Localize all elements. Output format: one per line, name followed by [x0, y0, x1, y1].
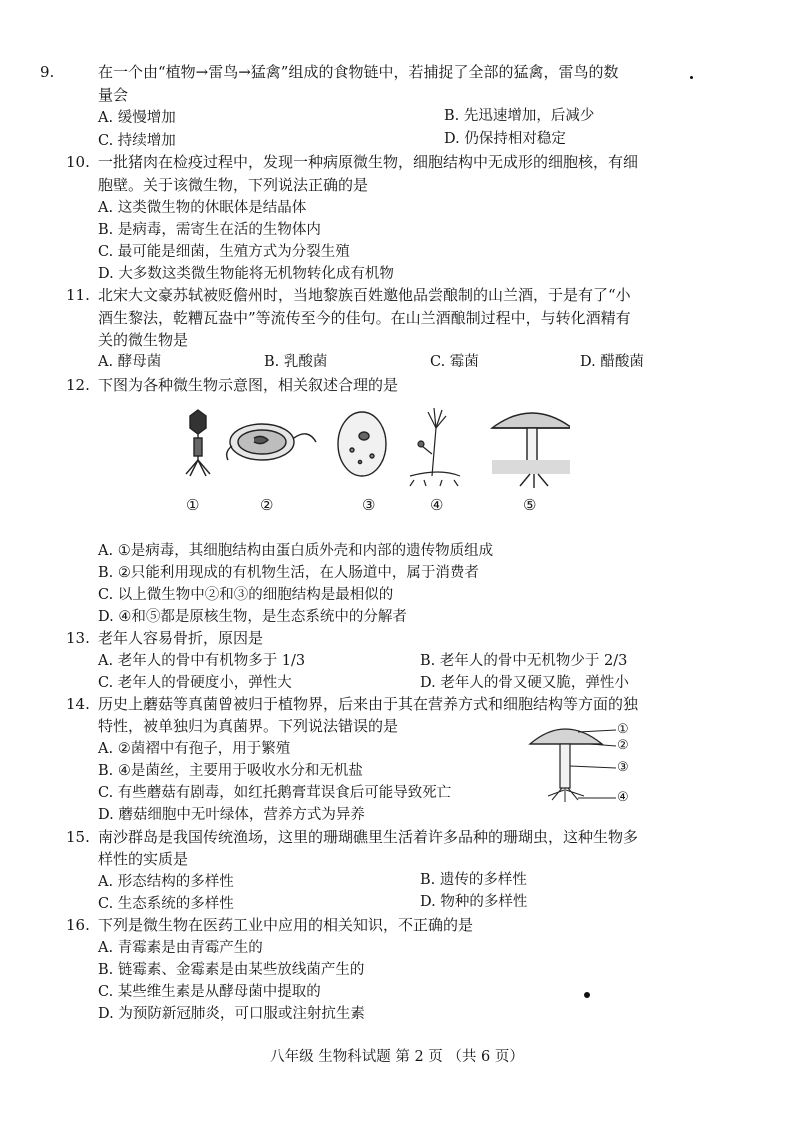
question-14-number: 14. — [66, 695, 90, 713]
scan-speck — [690, 76, 693, 79]
question-12-number: 12. — [66, 376, 90, 394]
question-9-stem-line-1: 在一个由“植物→雷鸟→猛禽”组成的食物链中，若捕捉了全部的猛禽，雷鸟的数 — [98, 63, 619, 81]
question-13-option-d: D. 老年人的骨又硬又脆，弹性小 — [420, 675, 629, 691]
question-12-option-d: D. ④和⑤都是原核生物，是生态系统中的分解者 — [98, 609, 407, 625]
question-16-option-b: B. 链霉素、金霉素是由某些放线菌产生的 — [98, 962, 365, 978]
question-14-option-a: A. ②菌褶中有孢子，用于繁殖 — [98, 741, 291, 757]
question-12-option-b: B. ②只能利用现成的有机物生活，在人肠道中，属于消费者 — [98, 565, 479, 581]
question-14-stem-line-2: 特性，被单独归为真菌界。下列说法错误的是 — [98, 717, 399, 735]
question-11-number: 11. — [66, 286, 90, 304]
question-12-stem-line-1: 下图为各种微生物示意图，相关叙述合理的是 — [98, 376, 399, 394]
figure-label-4: ④ — [430, 496, 444, 514]
question-14-option-d: D. 蘑菇细胞中无叶绿体，营养方式为异养 — [98, 807, 365, 823]
question-11-stem-line-1: 北宋大文豪苏轼被贬儋州时，当地黎族百姓邀他品尝酿制的山兰酒，于是有了“小 — [98, 286, 631, 304]
question-14-stem-line-1: 历史上蘑菇等真菌曾被归于植物界，后来由于其在营养方式和细胞结构等方面的独 — [98, 695, 639, 713]
mushroom-label-3: ③ — [617, 760, 629, 775]
bacterium-illustration — [227, 424, 316, 460]
question-10-option-a: A. 这类微生物的休眠体是结晶体 — [98, 200, 307, 216]
question-10-option-c: C. 最可能是细菌，生殖方式为分裂生殖 — [98, 244, 350, 260]
yeast-illustration — [338, 412, 386, 476]
question-11-option-d: D. 醋酸菌 — [580, 354, 644, 370]
figure-label-1: ① — [186, 496, 200, 514]
question-9-option-a: A. 缓慢增加 — [98, 110, 176, 126]
question-9-stem-line-2: 量会 — [98, 86, 129, 104]
virus-illustration — [186, 410, 210, 476]
question-15-option-a: A. 形态结构的多样性 — [98, 874, 234, 890]
question-12-option-c: C. 以上微生物中②和③的细胞结构是最相似的 — [98, 587, 394, 603]
question-10-number: 10. — [66, 153, 90, 171]
figure-label-2: ② — [260, 496, 274, 514]
question-15-stem-line-1: 南沙群岛是我国传统渔场，这里的珊瑚礁里生活着许多品种的珊瑚虫，这种生物多 — [98, 828, 639, 846]
question-13-number: 13. — [66, 629, 90, 647]
question-16-number: 16. — [66, 916, 90, 934]
question-9-option-b: B. 先迅速增加，后减少 — [444, 108, 595, 124]
question-9-option-c: C. 持续增加 — [98, 133, 176, 149]
question-16-stem-line-1: 下列是微生物在医药工业中应用的相关知识，不正确的是 — [98, 916, 474, 934]
mold-illustration — [410, 408, 460, 486]
question-14-option-b: B. ④是菌丝，主要用于吸收水分和无机盐 — [98, 763, 363, 779]
question-9-option-d: D. 仍保持相对稳定 — [444, 131, 566, 147]
question-15-stem-line-2: 样性的实质是 — [98, 850, 189, 868]
question-10-option-b: B. 是病毒，需寄生在活的生物体内 — [98, 222, 321, 238]
question-12-option-a: A. ①是病毒，其细胞结构由蛋白质外壳和内部的遗传物质组成 — [98, 543, 494, 559]
question-16-option-d: D. 为预防新冠肺炎，可口服或注射抗生素 — [98, 1006, 365, 1022]
question-15-option-d: D. 物种的多样性 — [420, 894, 528, 910]
mushroom-structure-figure — [520, 718, 630, 808]
question-15-number: 15. — [66, 828, 90, 846]
question-16-option-c: C. 某些维生素是从酵母菌中提取的 — [98, 984, 321, 1000]
question-13-option-a: A. 老年人的骨中有机物多于 1/3 — [98, 653, 306, 669]
question-13-option-b: B. 老年人的骨中无机物少于 2/3 — [420, 653, 628, 669]
mushroom-label-2: ② — [617, 738, 629, 753]
scan-speck — [584, 992, 590, 998]
question-10-option-d: D. 大多数这类微生物能将无机物转化成有机物 — [98, 266, 394, 282]
question-11-option-a: A. 酵母菌 — [98, 354, 162, 370]
question-11-option-c: C. 霉菌 — [430, 354, 479, 370]
question-13-stem-line-1: 老年人容易骨折，原因是 — [98, 629, 264, 647]
question-15-option-b: B. 遗传的多样性 — [420, 872, 527, 888]
question-16-option-a: A. 青霉素是由青霉产生的 — [98, 940, 263, 956]
figure-label-5: ⑤ — [523, 496, 537, 514]
question-14-option-c: C. 有些蘑菇有剧毒，如红托鹅膏茸误食后可能导致死亡 — [98, 785, 452, 801]
mushroom-illustration — [492, 413, 570, 488]
mushroom-label-4: ④ — [617, 790, 629, 805]
question-11-stem-line-2: 酒生黎法，乾糟瓦盎中”等流传至今的佳句。在山兰酒酿制过程中，与转化酒精有 — [98, 309, 631, 327]
question-13-option-c: C. 老年人的骨硬度小，弹性大 — [98, 675, 292, 691]
figure-label-3: ③ — [362, 496, 376, 514]
question-11-stem-line-3: 关的微生物是 — [98, 331, 189, 349]
question-15-option-c: C. 生态系统的多样性 — [98, 896, 234, 912]
question-9-number: 9. — [40, 63, 55, 81]
question-10-stem-line-2: 胞壁。关于该微生物，下列说法正确的是 — [98, 176, 369, 194]
question-10-stem-line-1: 一批猪肉在检疫过程中，发现一种病原微生物，细胞结构中无成形的细胞核，有细 — [98, 153, 639, 171]
page-footer: 八年级 生物科试题 第 2 页 （共 6 页） — [270, 1049, 524, 1065]
question-11-option-b: B. 乳酸菌 — [264, 354, 328, 370]
mushroom-label-1: ① — [617, 722, 629, 737]
